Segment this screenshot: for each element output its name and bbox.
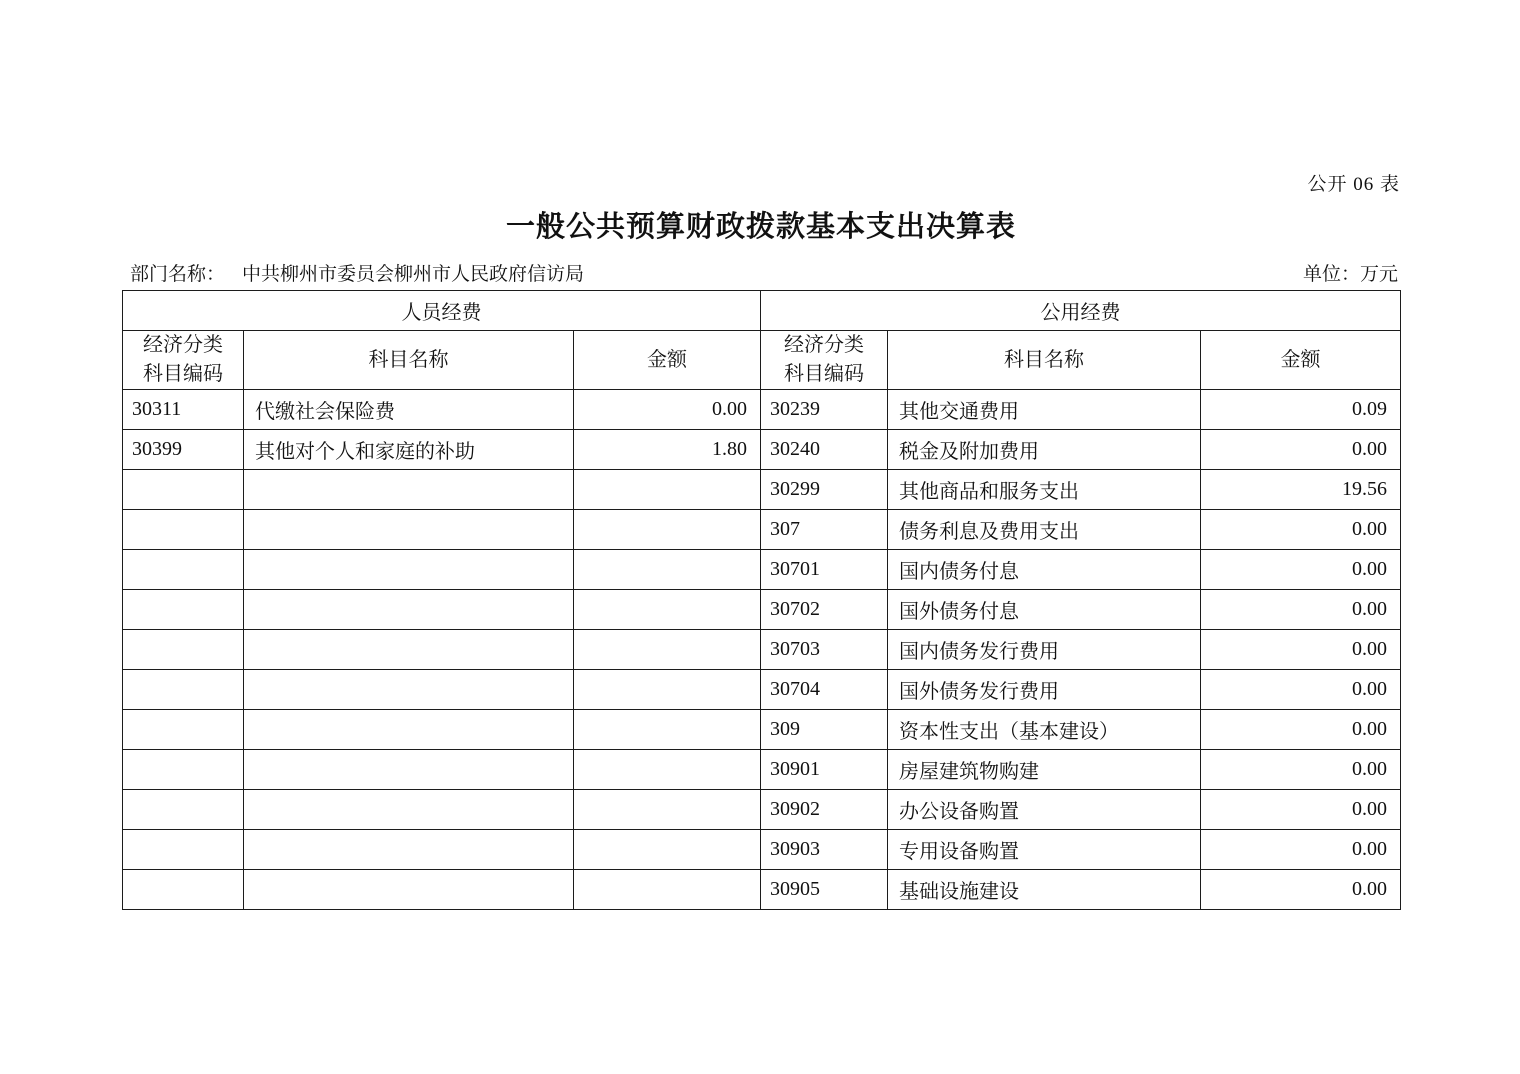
cell-name-left	[244, 830, 574, 870]
budget-table	[122, 290, 1401, 910]
cell-code-right: 30702	[761, 590, 888, 630]
cell-code-right: 30299	[761, 470, 888, 510]
cell-amount-left	[574, 750, 761, 790]
cell-code-left: 30399	[123, 430, 244, 470]
cell-code-right: 30903	[761, 830, 888, 870]
cell-amount-right: 0.00	[1201, 510, 1401, 550]
section-header-public-funds: 公用经费	[761, 291, 1401, 331]
section-header-personnel-funds: 人员经费	[123, 291, 761, 331]
cell-name-left	[244, 670, 574, 710]
section-header-row	[123, 291, 1401, 331]
cell-code-right: 307	[761, 510, 888, 550]
cell-amount-right: 0.09	[1201, 390, 1401, 430]
table-row	[123, 830, 1401, 870]
cell-code-left	[123, 630, 244, 670]
cell-amount-right: 0.00	[1201, 830, 1401, 870]
cell-name-right: 其他商品和服务支出	[888, 470, 1201, 510]
cell-amount-left	[574, 590, 761, 630]
table-row	[123, 590, 1401, 630]
column-header-code-left-line2: 科目编码	[143, 363, 223, 385]
unit-label: 单位：万元	[1302, 264, 1398, 285]
cell-code-right: 30239	[761, 390, 888, 430]
cell-amount-right: 0.00	[1201, 870, 1401, 910]
cell-code-right: 30703	[761, 630, 888, 670]
cell-code-right: 30901	[761, 750, 888, 790]
cell-name-left	[244, 630, 574, 670]
cell-name-right: 国内债务发行费用	[888, 630, 1201, 670]
department-name-line	[122, 259, 584, 286]
cell-code-left	[123, 550, 244, 590]
form-number-label: 公开 06 表	[1307, 174, 1400, 195]
cell-amount-left	[574, 710, 761, 750]
cell-amount-left: 1.80	[574, 430, 761, 470]
cell-amount-left	[574, 670, 761, 710]
cell-name-left	[244, 470, 574, 510]
column-header-name-right: 科目名称	[888, 331, 1201, 390]
table-row	[123, 550, 1401, 590]
cell-name-left	[244, 550, 574, 590]
cell-amount-right: 0.00	[1201, 750, 1401, 790]
cell-name-left: 代缴社会保险费	[244, 390, 574, 430]
column-header-amount-right: 金额	[1201, 331, 1401, 390]
cell-name-left	[244, 790, 574, 830]
cell-name-right: 债务利息及费用支出	[888, 510, 1201, 550]
cell-amount-left: 0.00	[574, 390, 761, 430]
cell-code-right: 309	[761, 710, 888, 750]
meta-row	[122, 259, 1400, 286]
cell-name-right: 房屋建筑物购建	[888, 750, 1201, 790]
cell-code-left	[123, 790, 244, 830]
cell-code-left	[123, 750, 244, 790]
column-header-name-left: 科目名称	[244, 331, 574, 390]
cell-code-right: 30701	[761, 550, 888, 590]
cell-code-left	[123, 710, 244, 750]
cell-name-right: 税金及附加费用	[888, 430, 1201, 470]
column-header-row	[123, 331, 1401, 390]
cell-amount-right: 0.00	[1201, 550, 1401, 590]
cell-amount-left	[574, 630, 761, 670]
cell-name-right: 专用设备购置	[888, 830, 1201, 870]
cell-name-left	[244, 590, 574, 630]
column-header-code-right-line1: 经济分类	[784, 334, 864, 356]
cell-code-left: 30311	[123, 390, 244, 430]
column-header-code-left-line1: 经济分类	[143, 334, 223, 356]
table-row	[123, 790, 1401, 830]
column-header-code-left	[123, 331, 244, 390]
cell-amount-left	[574, 870, 761, 910]
cell-amount-right: 0.00	[1201, 710, 1401, 750]
cell-amount-right: 0.00	[1201, 790, 1401, 830]
cell-amount-left	[574, 830, 761, 870]
cell-amount-left	[574, 510, 761, 550]
cell-name-left: 其他对个人和家庭的补助	[244, 430, 574, 470]
cell-amount-right: 19.56	[1201, 470, 1401, 510]
cell-code-left	[123, 470, 244, 510]
cell-code-left	[123, 590, 244, 630]
cell-code-right: 30240	[761, 430, 888, 470]
cell-code-right: 30905	[761, 870, 888, 910]
cell-code-left	[123, 670, 244, 710]
table-row	[123, 430, 1401, 470]
cell-code-left	[123, 870, 244, 910]
cell-name-left	[244, 710, 574, 750]
cell-name-right: 国外债务付息	[888, 590, 1201, 630]
cell-name-right: 资本性支出（基本建设）	[888, 710, 1201, 750]
table-row	[123, 870, 1401, 910]
cell-code-left	[123, 510, 244, 550]
cell-name-left	[244, 510, 574, 550]
table-row	[123, 670, 1401, 710]
table-row	[123, 710, 1401, 750]
cell-name-right: 其他交通费用	[888, 390, 1201, 430]
table-body	[123, 390, 1401, 910]
table-row	[123, 510, 1401, 550]
cell-amount-right: 0.00	[1201, 430, 1401, 470]
cell-amount-left	[574, 550, 761, 590]
cell-amount-right: 0.00	[1201, 590, 1401, 630]
cell-name-right: 基础设施建设	[888, 870, 1201, 910]
table-row	[123, 630, 1401, 670]
cell-amount-right: 0.00	[1201, 670, 1401, 710]
cell-amount-left	[574, 470, 761, 510]
table-row	[123, 390, 1401, 430]
column-header-code-right-line2: 科目编码	[784, 363, 864, 385]
table-row	[123, 470, 1401, 510]
cell-name-right: 办公设备购置	[888, 790, 1201, 830]
cell-name-left	[244, 870, 574, 910]
cell-code-right: 30704	[761, 670, 888, 710]
department-label: 部门名称：	[130, 264, 226, 285]
column-header-code-right	[761, 331, 888, 390]
department-name: 中共柳州市委员会柳州市人民政府信访局	[242, 264, 585, 285]
cell-code-right: 30902	[761, 790, 888, 830]
table-row	[123, 750, 1401, 790]
column-header-amount-left: 金额	[574, 331, 761, 390]
cell-amount-left	[574, 790, 761, 830]
cell-name-left	[244, 750, 574, 790]
page-title: 一般公共预算财政拨款基本支出决算表	[505, 211, 1016, 243]
cell-name-right: 国内债务付息	[888, 550, 1201, 590]
cell-code-left	[123, 830, 244, 870]
cell-amount-right: 0.00	[1201, 630, 1401, 670]
cell-name-right: 国外债务发行费用	[888, 670, 1201, 710]
